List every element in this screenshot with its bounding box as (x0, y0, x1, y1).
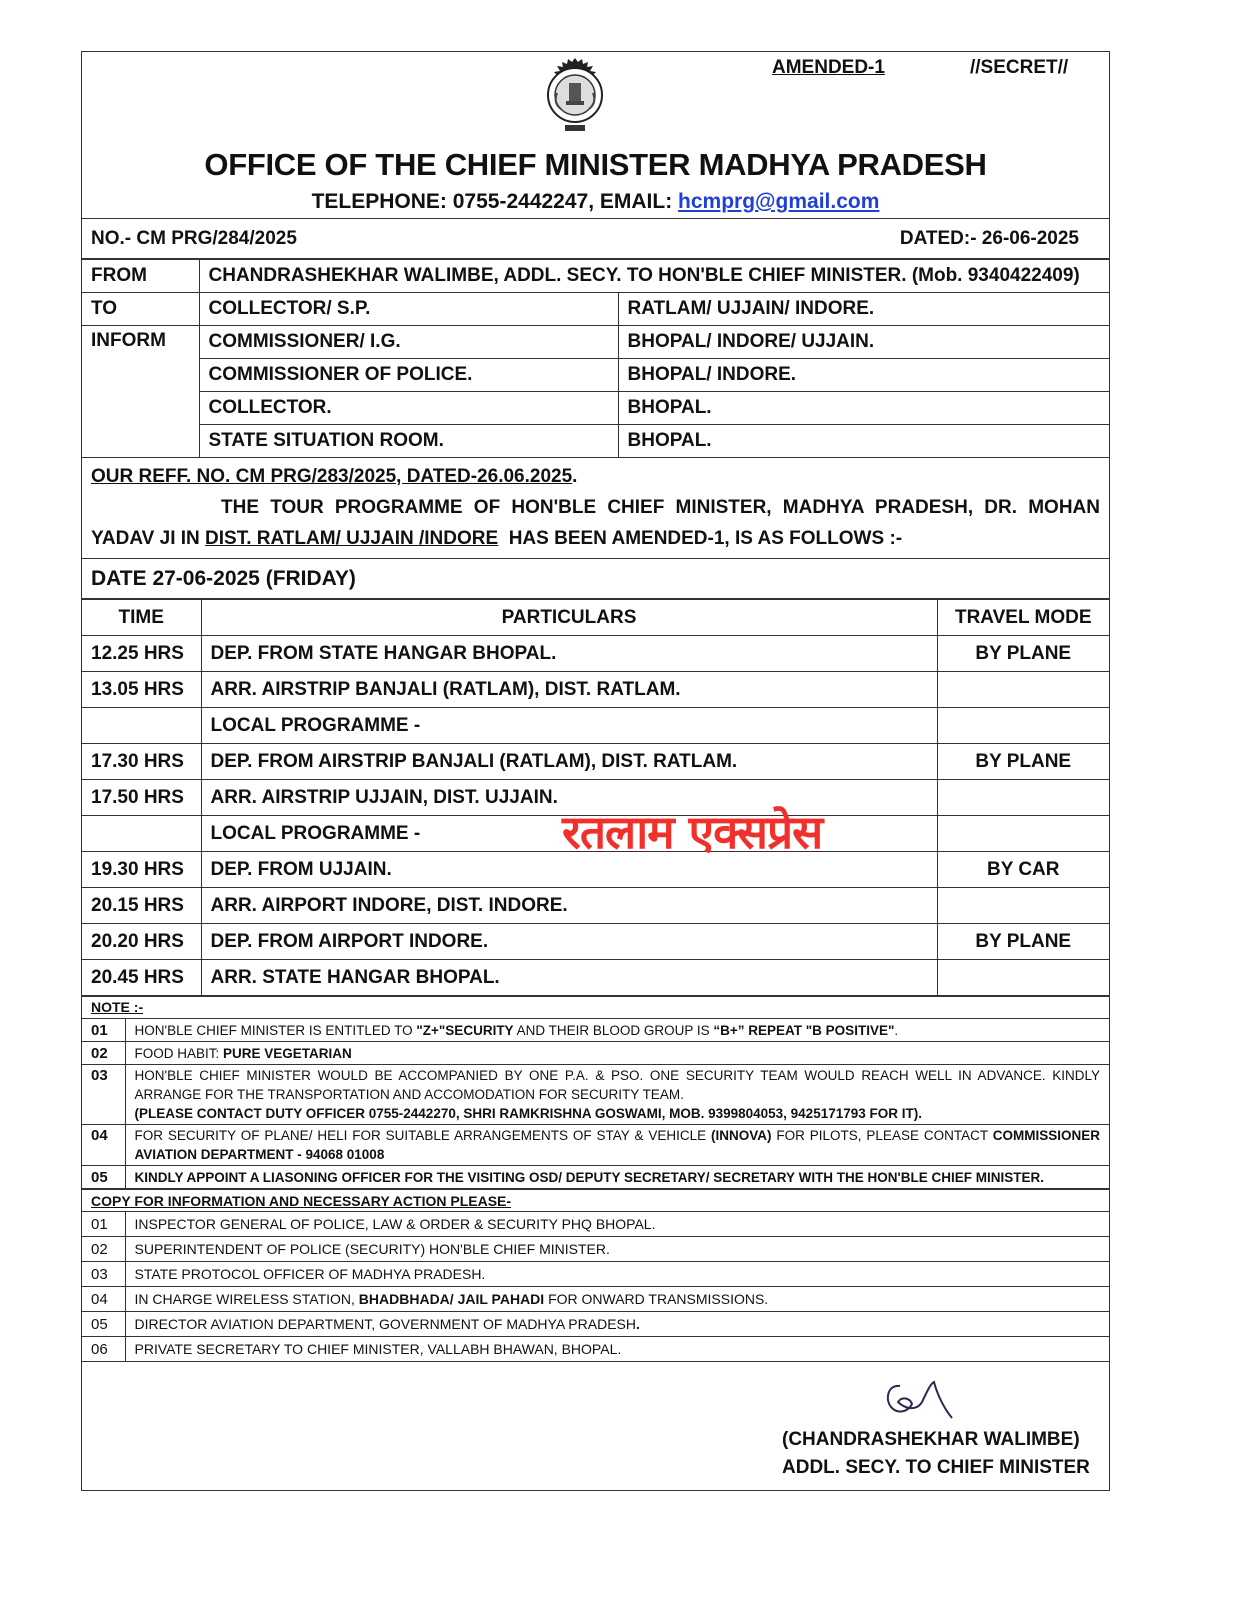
note-item (82, 1166, 1109, 1189)
copy-heading: COPY FOR INFORMATION AND NECESSARY ACTION PLEASE- (82, 1190, 1109, 1212)
schedule-time (82, 816, 201, 852)
signatory-name: (CHANDRASHEKHAR WALIMBE) (782, 1429, 1080, 1450)
note-text: KINDLY APPOINT A LIASONING OFFICER FOR THE VISITING OSD/ DEPUTY SECRETARY/ SECRETARY WITH THE HON'BLE CHIEF MINISTER. (125, 1166, 1109, 1189)
schedule-date: DATE 27-06-2025 (FRIDAY) (82, 559, 1109, 599)
from-value: CHANDRASHEKHAR WALIMBE, ADDL. SECY. TO HON'BLE CHIEF MINISTER. (Mob. 9340422409) (199, 260, 1109, 293)
note-number: 02 (82, 1042, 125, 1065)
letterhead (82, 52, 1109, 219)
document-page (81, 51, 1110, 1491)
copy-item (82, 1287, 1109, 1312)
recipient-office: COMMISSIONER OF POLICE. (199, 359, 618, 392)
schedule-row (82, 672, 1109, 708)
schedule-time: 17.50 HRS (82, 780, 201, 816)
schedule-travel-mode (937, 780, 1109, 816)
email-link[interactable]: hcmprg@gmail.com (678, 190, 880, 213)
intro-districts: DIST. RATLAM/ UJJAIN /INDORE (205, 528, 499, 549)
signatory-designation: ADDL. SECY. TO CHIEF MINISTER (782, 1457, 1090, 1478)
schedule-row (82, 960, 1109, 996)
copy-number: 03 (82, 1262, 125, 1287)
our-reference: OUR REFF. NO. CM PRG/283/2025, DATED-26.06.2025 (91, 466, 573, 487)
copy-item (82, 1337, 1109, 1362)
address-table (82, 259, 1109, 458)
office-title: OFFICE OF THE CHIEF MINISTER MADHYA PRADESH (204, 147, 987, 182)
schedule-row (82, 924, 1109, 960)
header-travel-mode: TRAVEL MODE (937, 600, 1109, 636)
schedule-time (82, 708, 201, 744)
copy-text: STATE PROTOCOL OFFICER OF MADHYA PRADESH. (125, 1262, 1109, 1287)
copy-text: IN CHARGE WIRELESS STATION, BHADBHADA/ JAIL PAHADI FOR ONWARD TRANSMISSIONS. (125, 1287, 1109, 1312)
intro-line-2 (91, 523, 1100, 554)
inform-row (82, 392, 1109, 425)
schedule-travel-mode: BY CAR (937, 852, 1109, 888)
note-item (82, 1125, 1109, 1166)
emblem-icon (537, 55, 613, 147)
schedule-row (82, 708, 1109, 744)
note-number: 05 (82, 1166, 125, 1189)
inform-row (82, 359, 1109, 392)
note-number: 04 (82, 1125, 125, 1166)
schedule-row (82, 636, 1109, 672)
our-reference-end: . (572, 466, 578, 487)
secret-label: //SECRET// (970, 57, 1069, 78)
signature-block (82, 1362, 1109, 1486)
header-particulars: PARTICULARS (201, 600, 937, 636)
signature-icon (882, 1378, 962, 1424)
recipient-place: BHOPAL. (618, 425, 1109, 458)
recipient-place: BHOPAL. (618, 392, 1109, 425)
header-time: TIME (82, 600, 201, 636)
schedule-particulars: LOCAL PROGRAMME - (201, 708, 937, 744)
recipient-place: BHOPAL/ INDORE/ UJJAIN. (618, 326, 1109, 359)
notes-heading: NOTE :- (82, 997, 1109, 1019)
schedule-travel-mode: BY PLANE (937, 744, 1109, 780)
note-text: HON'BLE CHIEF MINISTER IS ENTITLED TO "Z+"SECURITY AND THEIR BLOOD GROUP IS “B+” REPEAT "B POSITIVE". (125, 1019, 1109, 1042)
inform-row (82, 326, 1109, 359)
schedule-particulars: LOCAL PROGRAMME - (201, 816, 937, 852)
note-text: FOR SECURITY OF PLANE/ HELI FOR SUITABLE ARRANGEMENTS OF STAY & VEHICLE (INNOVA) FOR PILOTS, PLEASE CONTACT COMMISSIONER AVIATION DEPARTMENT - 94068 01008 (125, 1125, 1109, 1166)
watermark-text: रतलाम एक्सप्रेस (562, 805, 823, 859)
schedule-travel-mode (937, 672, 1109, 708)
copy-to-table (82, 1189, 1109, 1362)
notes-table (82, 996, 1109, 1189)
intro-text: YADAV JI IN (91, 528, 206, 549)
schedule-table (82, 599, 1109, 996)
to-label: TO (82, 293, 199, 326)
letter-date: DATED:- 26-06-2025 (899, 227, 1079, 249)
copy-item (82, 1212, 1109, 1237)
schedule-travel-mode (937, 960, 1109, 996)
from-label: FROM (82, 260, 199, 293)
schedule-particulars: DEP. FROM UJJAIN. (201, 852, 937, 888)
copy-number: 05 (82, 1312, 125, 1337)
note-item (82, 1019, 1109, 1042)
recipient-office: COLLECTOR. (199, 392, 618, 425)
schedule-time: 20.15 HRS (82, 888, 201, 924)
inform-row (82, 425, 1109, 458)
schedule-header (82, 600, 1109, 636)
schedule-particulars: DEP. FROM AIRPORT INDORE. (201, 924, 937, 960)
from-row (82, 260, 1109, 293)
copy-text: SUPERINTENDENT OF POLICE (SECURITY) HON'BLE CHIEF MINISTER. (125, 1237, 1109, 1262)
schedule-travel-mode (937, 816, 1109, 852)
note-number: 01 (82, 1019, 125, 1042)
copy-item (82, 1312, 1109, 1337)
schedule-time: 20.45 HRS (82, 960, 201, 996)
schedule-time: 12.25 HRS (82, 636, 201, 672)
copy-item (82, 1237, 1109, 1262)
copy-number: 02 (82, 1237, 125, 1262)
recipient-place: RATLAM/ UJJAIN/ INDORE. (618, 293, 1109, 326)
schedule-particulars: ARR. AIRSTRIP BANJALI (RATLAM), DIST. RATLAM. (201, 672, 937, 708)
schedule-particulars: DEP. FROM STATE HANGAR BHOPAL. (201, 636, 937, 672)
schedule-time: 19.30 HRS (82, 852, 201, 888)
copy-number: 06 (82, 1337, 125, 1362)
copy-number: 01 (82, 1212, 125, 1237)
schedule-travel-mode: BY PLANE (937, 636, 1109, 672)
schedule-particulars: ARR. AIRSTRIP UJJAIN, DIST. UJJAIN. (201, 780, 937, 816)
intro-text: HAS BEEN AMENDED-1, IS AS FOLLOWS :- (498, 528, 903, 549)
schedule-particulars: ARR. STATE HANGAR BHOPAL. (201, 960, 937, 996)
letter-number: NO.- CM PRG/284/2025 (91, 227, 297, 249)
schedule-particulars: DEP. FROM AIRSTRIP BANJALI (RATLAM), DIST. RATLAM. (201, 744, 937, 780)
recipient-office: STATE SITUATION ROOM. (199, 425, 618, 458)
intro-paragraph (82, 458, 1109, 559)
recipient-place: BHOPAL/ INDORE. (618, 359, 1109, 392)
schedule-particulars: ARR. AIRPORT INDORE, DIST. INDORE. (201, 888, 937, 924)
amended-label: AMENDED-1 (772, 57, 885, 78)
recipient-office: COMMISSIONER/ I.G. (199, 326, 618, 359)
note-number: 03 (82, 1065, 125, 1125)
copy-text: DIRECTOR AVIATION DEPARTMENT, GOVERNMENT OF MADHYA PRADESH. (125, 1312, 1109, 1337)
inform-label: INFORM (82, 326, 199, 458)
schedule-time: 17.30 HRS (82, 744, 201, 780)
recipient-office: COLLECTOR/ S.P. (199, 293, 618, 326)
note-item (82, 1042, 1109, 1065)
schedule-row (82, 744, 1109, 780)
schedule-time: 20.20 HRS (82, 924, 201, 960)
schedule-travel-mode: BY PLANE (937, 924, 1109, 960)
schedule-time: 13.05 HRS (82, 672, 201, 708)
copy-text: PRIVATE SECRETARY TO CHIEF MINISTER, VALLABH BHAWAN, BHOPAL. (125, 1337, 1109, 1362)
to-row (82, 293, 1109, 326)
note-text: HON'BLE CHIEF MINISTER WOULD BE ACCOMPANIED BY ONE P.A. & PSO. ONE SECURITY TEAM WOULD REACH WELL IN ADVANCE. KINDLY ARRANGE FOR THE TRANSPORTATION AND ACCOMODATION FOR SECURITY TEAM. (PLEASE CONTACT DUTY OFFICER 0755-2442270, SHRI RAMKRISHNA GOSWAMI, MOB. 9399804053, 9425171793 FOR IT). (125, 1065, 1109, 1125)
contact-line (82, 190, 1109, 214)
copy-item (82, 1262, 1109, 1287)
telephone-text: TELEPHONE: 0755-2442247, EMAIL: (311, 190, 679, 213)
schedule-row (82, 888, 1109, 924)
intro-line-1: THE TOUR PROGRAMME OF HON'BLE CHIEF MINISTER, MADHYA PRADESH, DR. MOHAN (221, 497, 1100, 518)
note-text: FOOD HABIT: PURE VEGETARIAN (125, 1042, 1109, 1065)
copy-text: INSPECTOR GENERAL OF POLICE, LAW & ORDER & SECURITY PHQ BHOPAL. (125, 1212, 1109, 1237)
reference-row (82, 219, 1109, 259)
schedule-travel-mode (937, 888, 1109, 924)
copy-number: 04 (82, 1287, 125, 1312)
note-item (82, 1065, 1109, 1125)
schedule-travel-mode (937, 708, 1109, 744)
